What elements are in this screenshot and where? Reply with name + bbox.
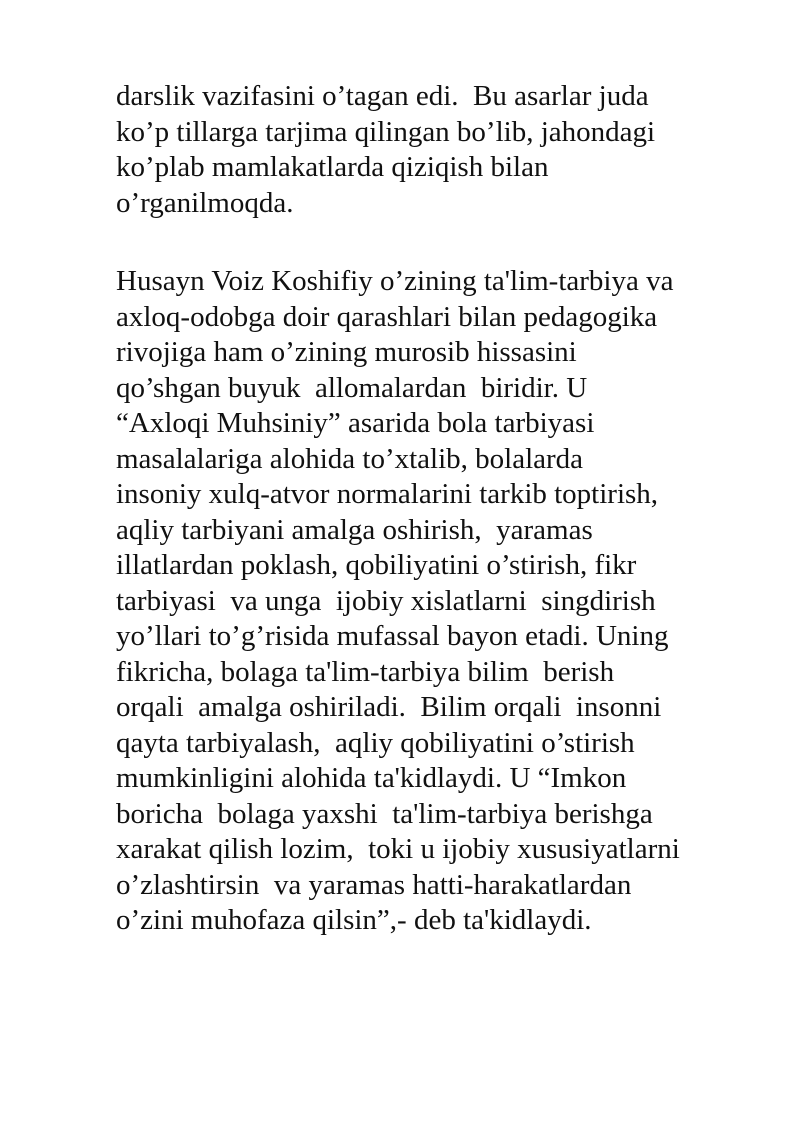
text-line: aqliy tarbiyani amalga oshirish, yaramas	[116, 513, 593, 546]
text-line: mumkinligini alohida ta'kidlaydi. U “Imkon	[116, 762, 627, 794]
text-line: o’zlashtirsin va yaramas hatti-harakatlardan	[116, 868, 632, 901]
text-line: o’zini muhofaza qilsin”,- deb ta'kidlaydi.	[116, 904, 592, 936]
text-line: rivojiga ham o’zining murosib hissasini	[116, 336, 577, 368]
text-line: ko’p tillarga tarjima qilingan bo’lib, jahondagi	[116, 115, 656, 148]
text-line: Husayn Voiz Koshifiy o’zining ta'lim-tarbiya va	[116, 265, 674, 297]
text-line: “Axloqi Muhsiniy” asarida bola tarbiyasi	[116, 407, 595, 439]
text-line: orqali amalga oshiriladi. Bilim orqali insonni	[116, 691, 662, 723]
text-line: qayta tarbiyalash, aqliy qobiliyatini o’stirish	[116, 726, 635, 759]
paragraph-1	[116, 79, 776, 221]
text-line: boricha bolaga yaxshi ta'lim-tarbiya berishga	[116, 797, 653, 830]
paragraph-2	[116, 264, 776, 939]
text-line: xarakat qilish lozim, toki u ijobiy xususiyatlarni	[116, 833, 680, 865]
text-line: masalalariga alohida to’xtalib, bolalarda	[116, 442, 584, 475]
text-line: tarbiyasi va unga ijobiy xislatlarni singdirish	[116, 584, 656, 617]
text-line: darslik vazifasini o’tagan edi. Bu asarlar juda	[116, 80, 649, 112]
text-line: insoniy xulq-atvor normalarini tarkib toptirish,	[116, 478, 659, 510]
text-line: yo’llari to’g’risida mufassal bayon etadi. Uning	[116, 620, 669, 652]
text-line: o’rganilmoqda.	[116, 186, 294, 219]
text-line: axloq-odobga doir qarashlari bilan pedagogika	[116, 300, 658, 333]
text-line: illatlardan poklash, qobiliyatini o’stirish, fikr	[116, 549, 637, 581]
text-line: qo’shgan buyuk allomalardan biridir. U	[116, 371, 588, 404]
text-line: fikricha, bolaga ta'lim-tarbiya bilim berish	[116, 655, 615, 688]
text-line: ko’plab mamlakatlarda qiziqish bilan	[116, 151, 549, 183]
